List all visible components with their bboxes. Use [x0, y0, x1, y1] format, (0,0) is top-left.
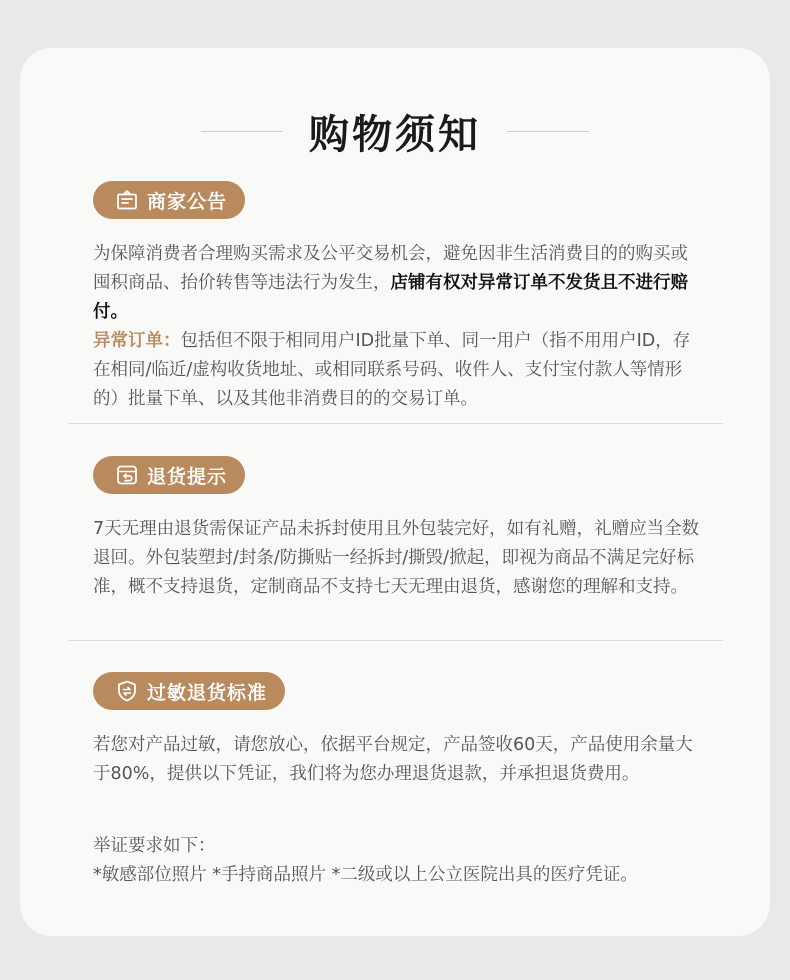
notice-paragraph-1 [93, 240, 705, 327]
section-header-allergy [93, 672, 285, 710]
divider-2 [68, 640, 723, 641]
section-label-notice: 商家公告 [147, 190, 228, 213]
notice-text: 为保障消费者合理购买需求及公平交易机会，避免因非生活消费目的的购买或囤积商品、抬价转售等违法行为发生， [93, 244, 688, 293]
notice-paragraph-2 [93, 327, 705, 414]
section-header-return [93, 456, 245, 494]
allergy-proof [93, 832, 705, 890]
notice-board-icon [115, 188, 139, 212]
abnormal-order-label: 异常订单： [93, 331, 181, 351]
section-label-return: 退货提示 [147, 465, 228, 488]
proof-items: *敏感部位照片 *手持商品照片 *二级或以上公立医院出具的医疗凭证。 [93, 865, 638, 885]
section-label-allergy: 过敏退货标准 [147, 681, 268, 704]
page-title: 购物须知 [309, 111, 481, 158]
allergy-text: 若您对产品过敏，请您放心，依据平台规定，产品签收60天，产品使用余量大于80%，提供以下凭证，我们将为您办理退货退款，并承担退货费用。 [93, 735, 693, 784]
title-line-right [507, 131, 589, 132]
notice-strong-text: 店铺有权对异常订单不发货且不进行赔付。 [93, 273, 688, 322]
divider-1 [68, 423, 723, 424]
proof-title: 举证要求如下： [93, 836, 216, 856]
allergy-body [93, 731, 705, 789]
return-box-icon [115, 463, 139, 487]
return-body [93, 515, 705, 602]
notice-body [93, 240, 705, 414]
return-text: 7天无理由退货需保证产品未拆封使用且外包装完好，如有礼赠，礼赠应当全数退回。外包装塑封/封条/防撕贴一经拆封/撕毁/掀起，即视为商品不满足完好标准，概不支持退货，定制商品不支持七天无理由退货，感谢您的理解和支持。 [93, 519, 700, 597]
section-header-notice [93, 181, 245, 219]
abnormal-order-text: 包括但不限于相同用户ID批量下单、同一用户（指不用用户ID，存在相同/临近/虚构收货地址、或相同联系号码、收件人、支付宝付款人等情形的）批量下单、以及其他非消费目的的交易订单。 [93, 331, 691, 409]
shield-return-icon [115, 679, 139, 703]
title-row [0, 98, 790, 164]
title-line-left [201, 131, 283, 132]
